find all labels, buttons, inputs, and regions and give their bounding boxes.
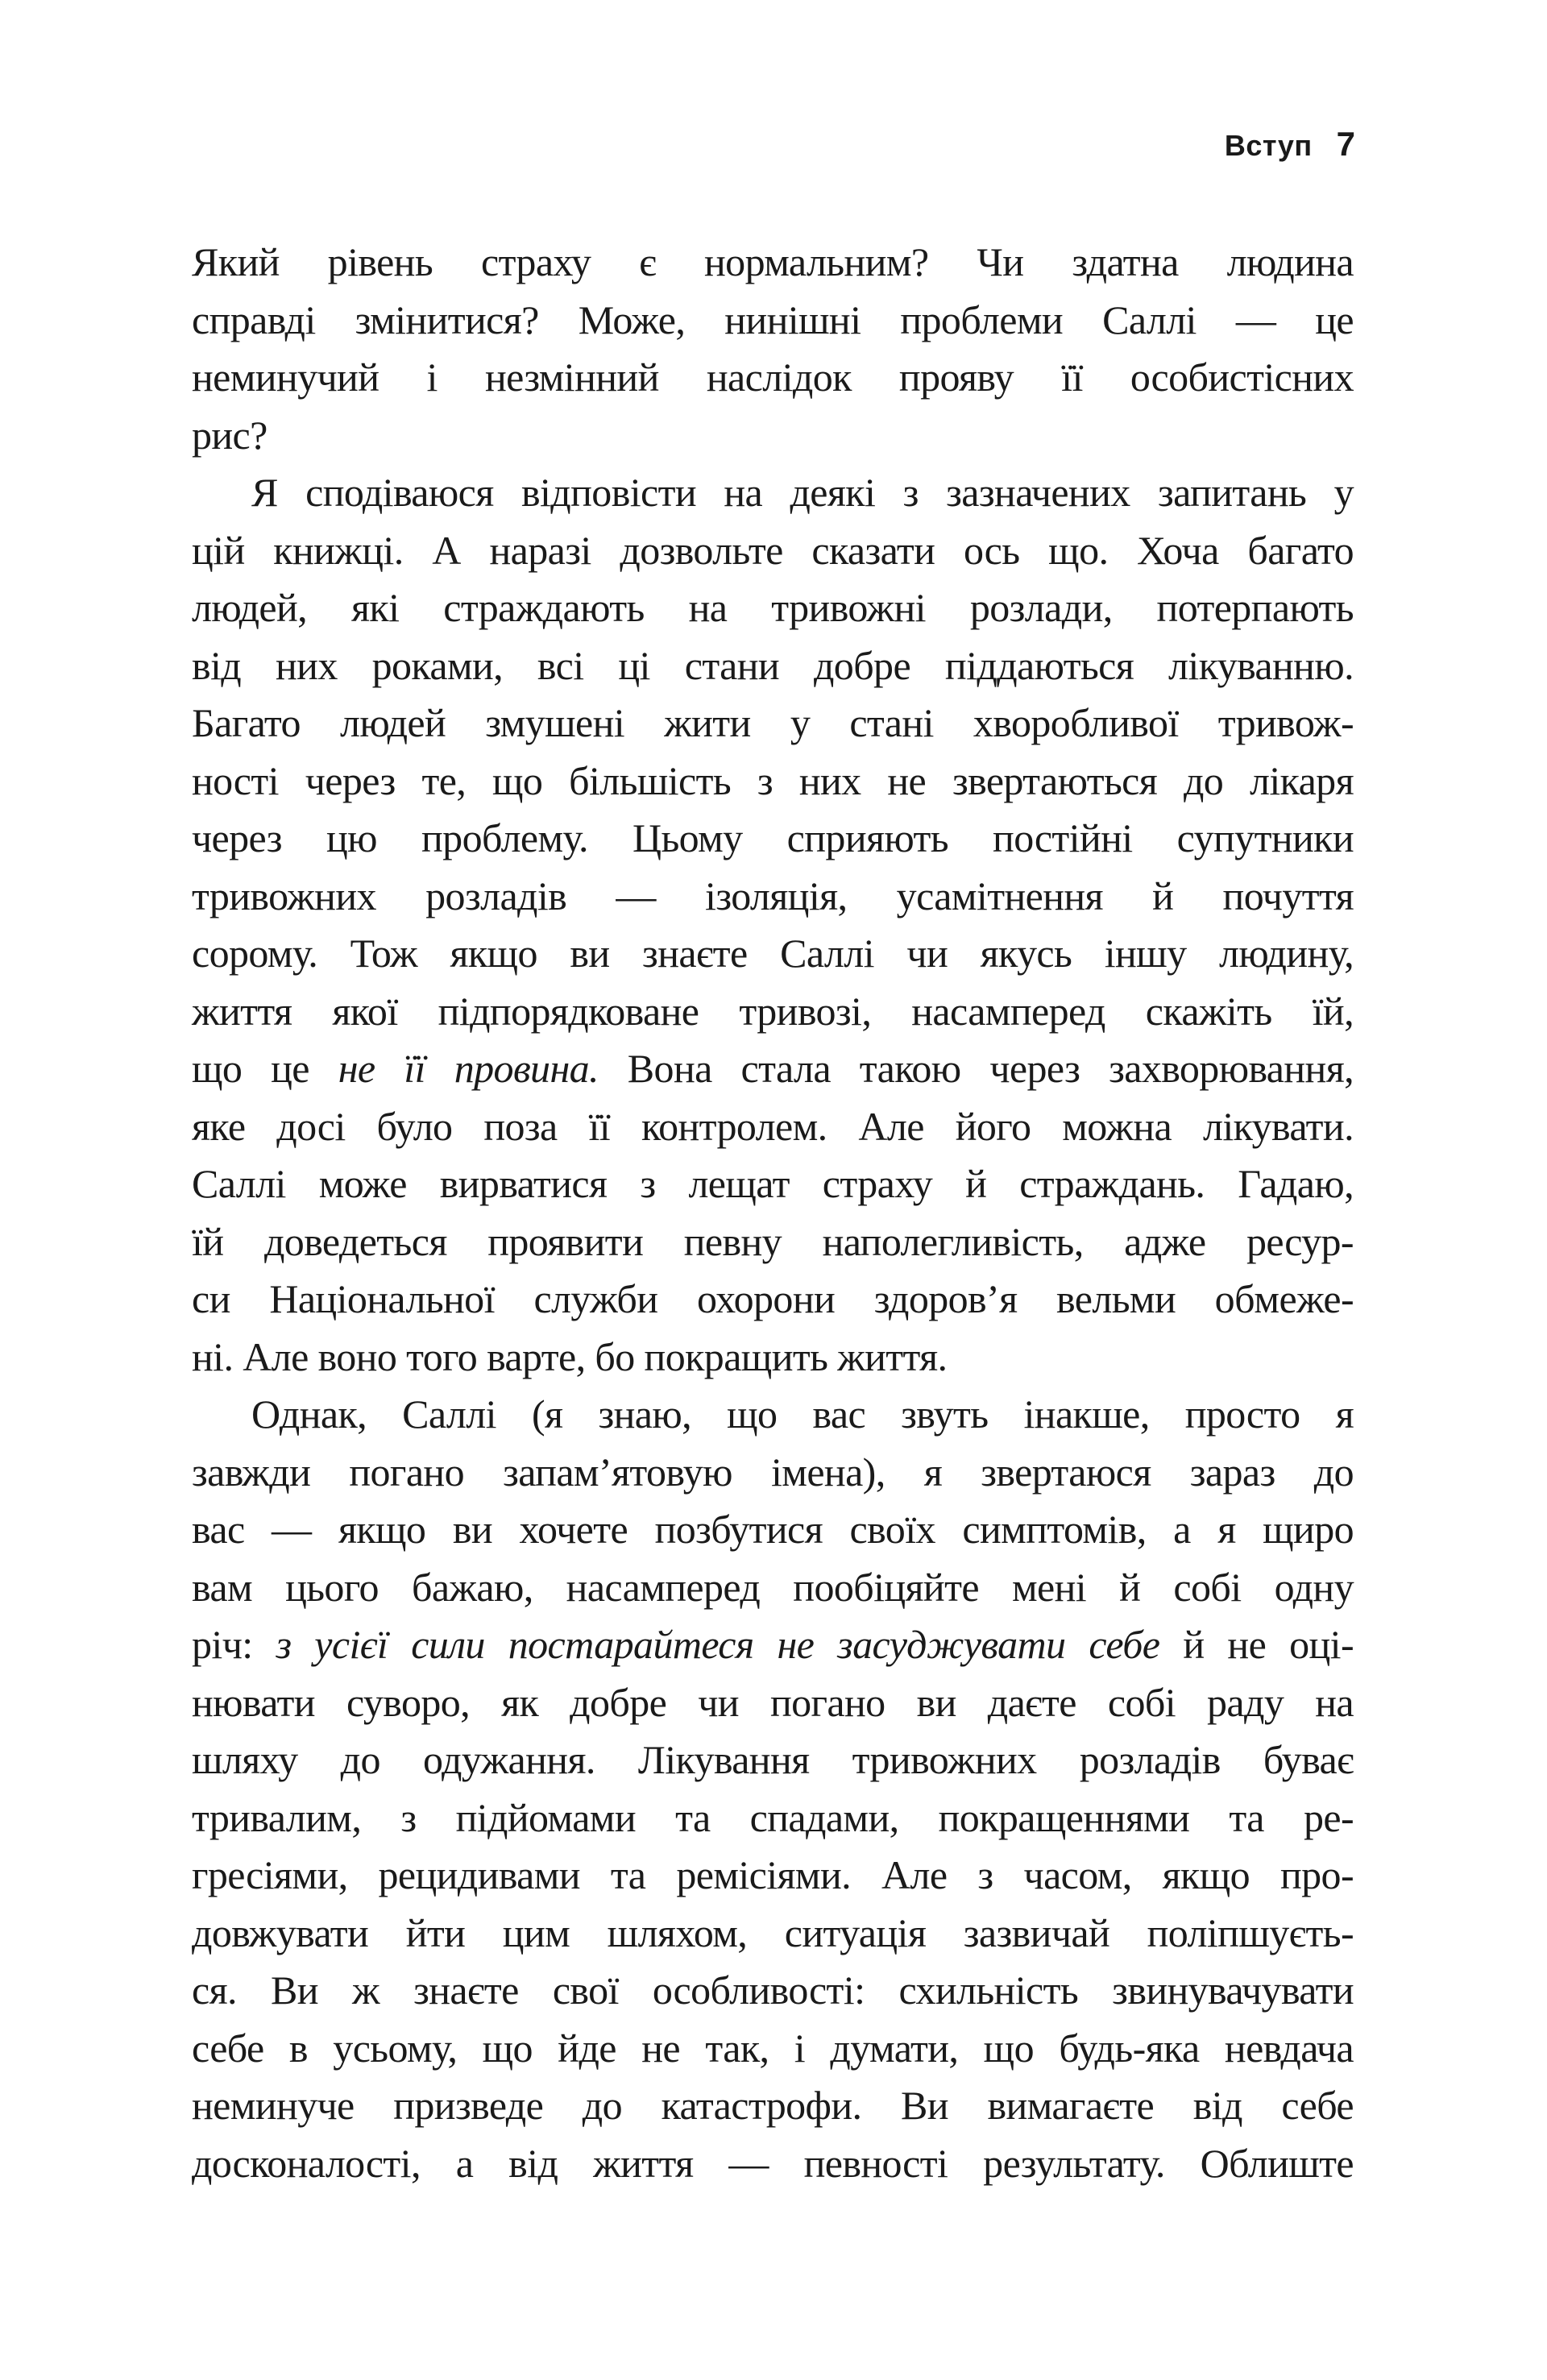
text-line: [192, 1674, 1354, 1732]
text-line: [192, 868, 1354, 926]
emphasis-text: з усієї сили постарайтеся не засуджувати себе: [276, 1622, 1160, 1667]
text-line: [192, 1962, 1354, 2020]
text-segment: людей, які страждають на тривожні розлади, потерпають: [192, 585, 1354, 630]
text-segment: життя якої підпорядковане тривозі, насамперед скажіть їй,: [192, 988, 1354, 1034]
text-segment: Однак, Саллі (я знаю, що вас звуть інакше, просто я: [251, 1391, 1354, 1437]
text-segment: цій книжці. А наразі дозвольте сказати ось що. Хоча багато: [192, 527, 1354, 573]
page-number: 7: [1336, 125, 1355, 163]
text-segment: що це: [192, 1046, 338, 1091]
text-segment: вам цього бажаю, насамперед пообіцяйте мені й собі одну: [192, 1564, 1354, 1610]
text-segment: й не оці-: [1159, 1622, 1354, 1667]
text-line: [192, 464, 1354, 522]
section-title: Вступ: [1224, 129, 1313, 162]
text-segment: ся. Ви ж знаєте свої особливості: схильність звинувачувати: [192, 1967, 1354, 2013]
running-header: [1225, 125, 1355, 164]
text-line: [192, 2077, 1354, 2135]
text-segment: себе в усьому, що йде не так, і думати, що будь-яка невдача: [192, 2025, 1354, 2071]
text-line: [192, 1271, 1354, 1329]
text-segment: від них роками, всі ці стани добре піддаються лікуванню.: [192, 642, 1354, 688]
text-segment: нювати суворо, як добре чи погано ви даєте собі раду на: [192, 1679, 1354, 1725]
text-line: [192, 1155, 1354, 1213]
text-line: [192, 579, 1354, 637]
text-segment: довжувати йти цим шляхом, ситуація зазвичай поліпшуєть-: [192, 1909, 1354, 1955]
text-segment: тривалим, з підйомами та спадами, покращеннями та ре-: [192, 1794, 1354, 1840]
body-text: [192, 234, 1354, 2192]
text-segment: завжди погано запам’ятовую імена), я звертаюся зараз до: [192, 1449, 1354, 1495]
text-line: [192, 522, 1354, 580]
text-line: [192, 1847, 1354, 1905]
text-segment: яке досі було поза її контролем. Але його можна лікувати.: [192, 1103, 1354, 1149]
text-line: [192, 1098, 1354, 1156]
text-line: [192, 1329, 1354, 1387]
text-line: [192, 637, 1354, 695]
text-segment: неминучий і незмінний наслідок прояву її особистісних: [192, 355, 1354, 400]
text-line: [192, 753, 1354, 811]
text-segment: Вона стала такою через захворювання,: [598, 1046, 1354, 1091]
text-line: [192, 1616, 1354, 1674]
text-line: [192, 1501, 1354, 1559]
text-line: [192, 407, 1354, 465]
text-segment: сорому. Тож якщо ви знаєте Саллі чи якусь іншу людину,: [192, 931, 1354, 976]
text-line: [192, 1789, 1354, 1847]
text-line: [192, 292, 1354, 350]
text-segment: неминуче призведе до катастрофи. Ви вимагаєте від себе: [192, 2083, 1354, 2128]
text-segment: річ:: [192, 1622, 276, 1667]
text-segment: Я сподіваюся відповісти на деякі з зазначених запитань у: [251, 470, 1354, 515]
text-line: [192, 1559, 1354, 1617]
text-segment: справді змінитися? Може, нинішні проблеми Саллі — це: [192, 296, 1354, 342]
text-segment: гресіями, рецидивами та ремісіями. Але з часом, якщо про-: [192, 1852, 1354, 1897]
text-line: [192, 810, 1354, 868]
text-segment: Який рівень страху є нормальним? Чи здатна людина: [192, 239, 1354, 284]
text-segment: шляху до одужання. Лікування тривожних розладів буває: [192, 1737, 1354, 1782]
text-segment: ності через те, що більшість з них не звертаються до лікаря: [192, 757, 1354, 803]
text-segment: Багато людей змушені жити у стані хворобливої тривож-: [192, 700, 1354, 745]
text-line: [192, 983, 1354, 1041]
text-line: [192, 1386, 1354, 1444]
text-line: [192, 1213, 1354, 1271]
text-line: [192, 349, 1354, 407]
text-segment: їй доведеться проявити певну наполегливість, адже ресур-: [192, 1218, 1354, 1264]
text-line: [192, 695, 1354, 753]
text-segment: вас — якщо ви хочете позбутися своїх симптомів, а я щиро: [192, 1507, 1354, 1552]
text-segment: рис?: [192, 412, 268, 458]
text-line: [192, 1444, 1354, 1502]
text-segment: через цю проблему. Цьому сприяють постійні супутники: [192, 815, 1354, 860]
text-line: [192, 234, 1354, 292]
text-line: [192, 925, 1354, 983]
emphasis-text: не її провина.: [338, 1046, 599, 1091]
text-line: [192, 1040, 1354, 1098]
text-segment: тривожних розладів — ізоляція, усамітнення й почуття: [192, 873, 1354, 918]
text-segment: Саллі може вирватися з лещат страху й страждань. Гадаю,: [192, 1161, 1354, 1206]
text-segment: досконалості, а від життя — певності результату. Облиште: [192, 2140, 1354, 2186]
text-line: [192, 2020, 1354, 2078]
text-segment: ні. Але воно того варте, бо покращить життя.: [192, 1333, 948, 1379]
text-line: [192, 2135, 1354, 2193]
text-line: [192, 1905, 1354, 1963]
text-line: [192, 1731, 1354, 1789]
text-segment: си Національної служби охорони здоров’я вельми обмеже-: [192, 1276, 1354, 1321]
